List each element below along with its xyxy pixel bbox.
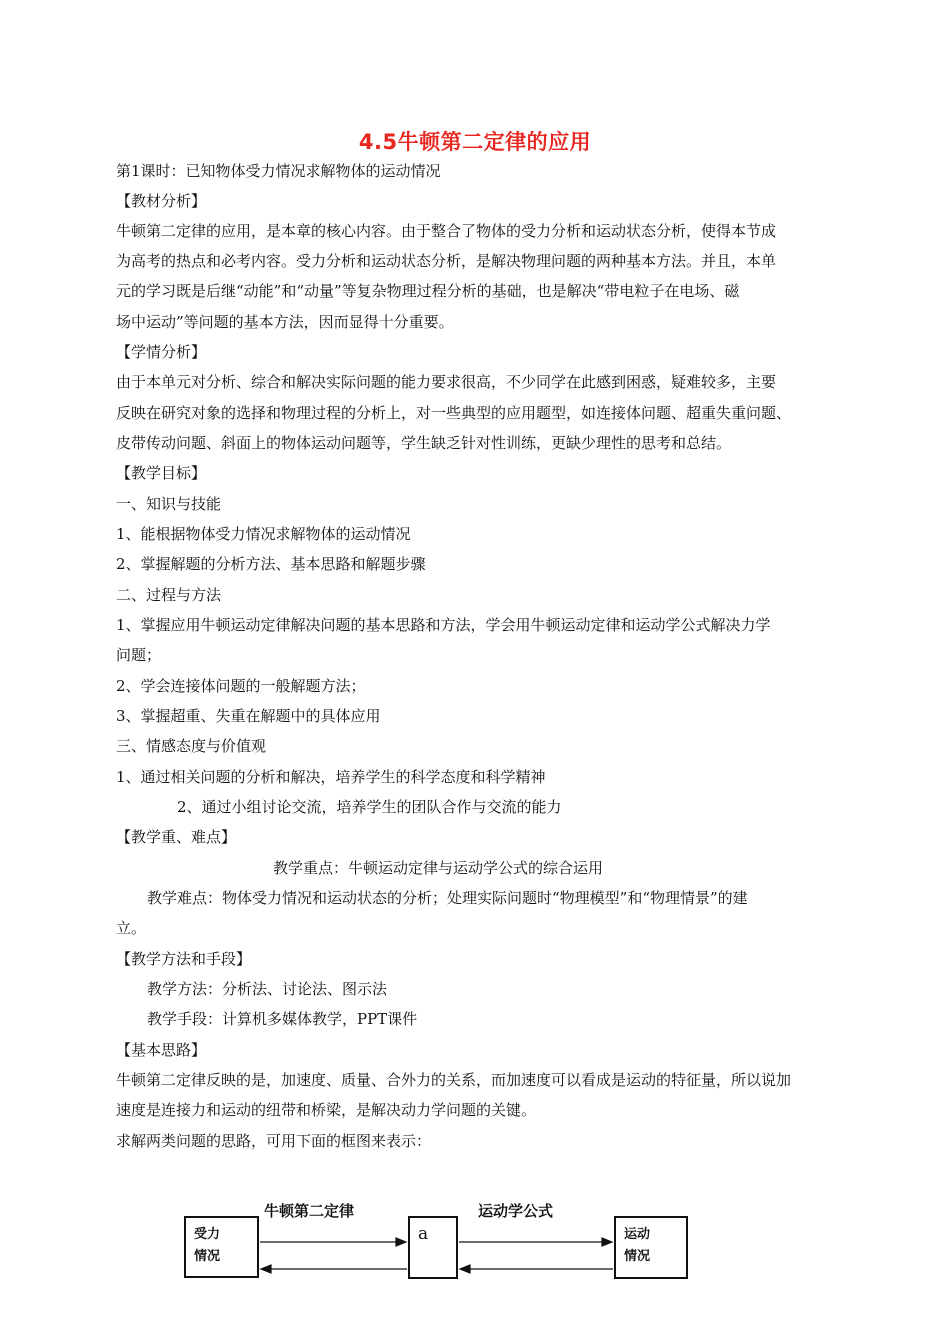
paragraph-line: 由于本单元对分析、综合和解决实际问题的能力要求很高，不少同学在此感到困惑，疑难较多，主要 xyxy=(116,373,777,391)
heading-textbook-analysis: 【教材分析】 xyxy=(116,192,207,210)
force-condition-label-1: 受力 xyxy=(194,1227,221,1242)
list-item: 1、通过相关问题的分析和解决，培养学生的科学态度和科学精神 xyxy=(116,768,546,786)
heading-teaching-goals: 【教学目标】 xyxy=(116,464,207,482)
motion-condition-label-1: 运动 xyxy=(624,1227,651,1242)
list-item: 问题； xyxy=(116,646,162,664)
list-item: 2、掌握解题的分析方法、基本思路和解题步骤 xyxy=(116,555,426,573)
teaching-means: 教学手段：计算机多媒体教学，PPT课件 xyxy=(147,1010,418,1028)
arrow-a-to-force-head xyxy=(261,1265,271,1273)
flow-diagram xyxy=(178,1196,698,1286)
paragraph-line: 牛顿第二定律反映的是，加速度、质量、合外力的关系，而加速度可以看成是运动的特征量，所以说加 xyxy=(116,1071,792,1089)
paragraph-line: 场中运动”等问题的基本方法，因而显得十分重要。 xyxy=(116,313,454,331)
page-title: 4.5牛顿第二定律的应用 xyxy=(358,130,592,154)
list-item: 1、能根据物体受力情况求解物体的运动情况 xyxy=(116,525,411,543)
subheading: 二、过程与方法 xyxy=(116,586,222,604)
heading-key-points: 【教学重、难点】 xyxy=(116,828,237,846)
heading-teaching-methods: 【教学方法和手段】 xyxy=(116,950,252,968)
paragraph-line: 立。 xyxy=(116,919,147,937)
arrow-force-to-a-head xyxy=(396,1238,406,1246)
lesson-subtitle: 第1课时：已知物体受力情况求解物体的运动情况 xyxy=(116,162,441,180)
list-item: 3、掌握超重、失重在解题中的具体应用 xyxy=(116,707,381,725)
subheading: 一、知识与技能 xyxy=(116,495,222,513)
newton-second-law-label: 牛顿第二定律 xyxy=(264,1202,355,1220)
paragraph-line: 为高考的热点和必考内容。受力分析和运动状态分析，是解决物理问题的两种基本方法。并且，本单 xyxy=(116,252,777,270)
paragraph-line: 求解两类问题的思路，可用下面的框图来表示： xyxy=(116,1132,432,1150)
paragraph-line: 牛顿第二定律的应用，是本章的核心内容。由于整合了物体的受力分析和运动状态分析，使得本节成 xyxy=(116,222,777,240)
arrow-a-to-motion-head xyxy=(602,1238,612,1246)
paragraph-line: 元的学习既是后继“动能”和“动量”等复杂物理过程分析的基础，也是解决“带电粒子在电场、磁 xyxy=(116,282,740,300)
heading-basic-idea: 【基本思路】 xyxy=(116,1041,207,1059)
force-condition-label-2: 情况 xyxy=(194,1249,221,1264)
acceleration-label: a xyxy=(418,1224,429,1244)
teaching-method: 教学方法：分析法、讨论法、图示法 xyxy=(147,980,388,998)
heading-student-analysis: 【学情分析】 xyxy=(116,343,207,361)
motion-condition-label-2: 情况 xyxy=(624,1249,651,1264)
arrow-motion-to-a-head xyxy=(460,1265,470,1273)
diagram-arrows xyxy=(178,1196,698,1286)
subheading: 三、情感态度与价值观 xyxy=(116,737,267,755)
list-item: 1、掌握应用牛顿运动定律解决问题的基本思路和方法，学会用牛顿运动定律和运动学公式解决力学 xyxy=(116,616,771,634)
difficult-point: 教学难点：物体受力情况和运动状态的分析；处理实际问题时“物理模型”和“物理情景”的建 xyxy=(147,889,748,907)
paragraph-line: 反映在研究对象的选择和物理过程的分析上，对一些典型的应用题型，如连接体问题、超重失重问题、 xyxy=(116,404,792,422)
paragraph-line: 速度是连接力和运动的纽带和桥梁，是解决动力学问题的关键。 xyxy=(116,1101,537,1119)
kinematics-formula-label: 运动学公式 xyxy=(478,1202,554,1220)
list-item: 2、通过小组讨论交流，培养学生的团队合作与交流的能力 xyxy=(177,798,562,816)
paragraph-line: 皮带传动问题、斜面上的物体运动问题等，学生缺乏针对性训练，更缺少理性的思考和总结。 xyxy=(116,434,732,452)
key-point: 教学重点：牛顿运动定律与运动学公式的综合运用 xyxy=(273,859,604,877)
list-item: 2、学会连接体问题的一般解题方法； xyxy=(116,677,366,695)
